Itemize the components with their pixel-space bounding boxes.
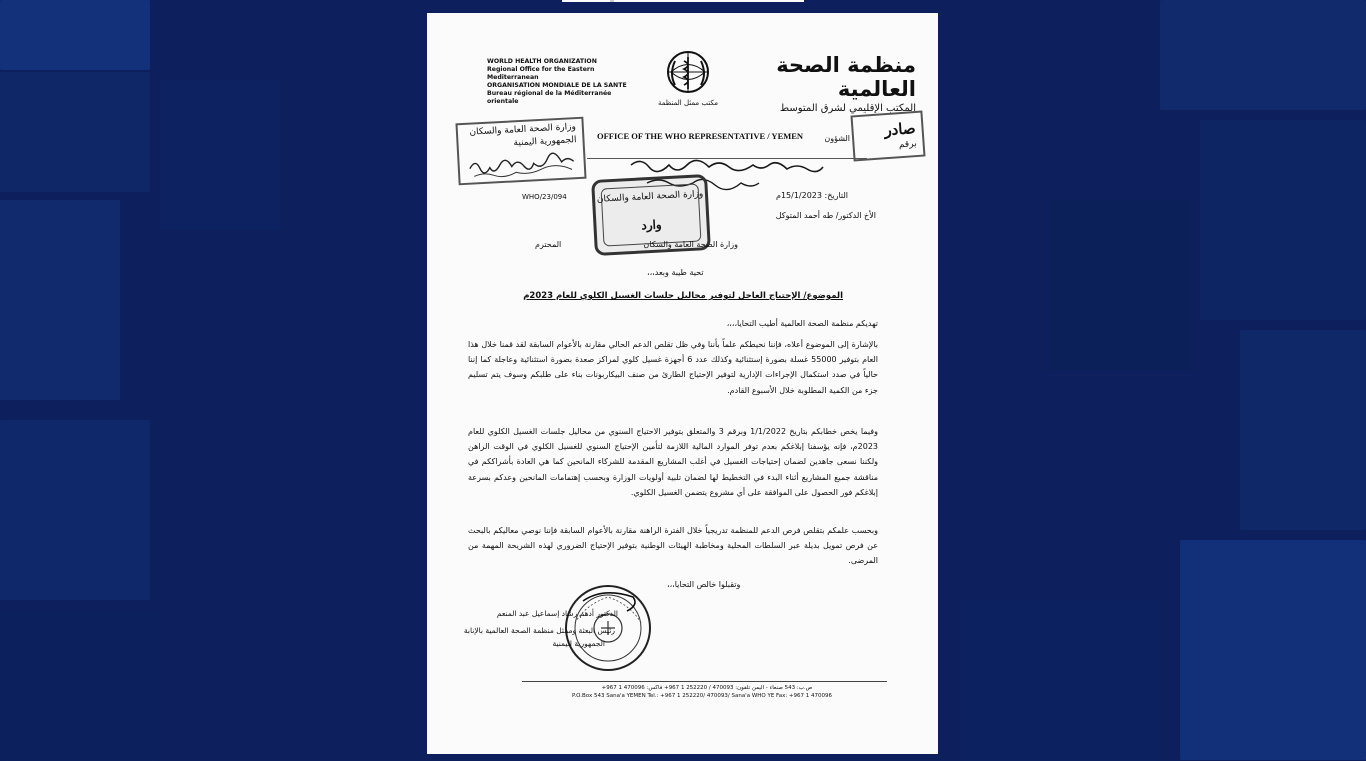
footer-divider [522, 681, 887, 682]
signatory-name: الدكتور أدهم رشاد إسماعيل عبد المنعم [496, 609, 618, 618]
stamp-text: برقم [898, 139, 917, 151]
background-tile [960, 600, 1160, 761]
stamp-text: وارد [641, 217, 663, 233]
logo-caption: مكتب ممثل المنظمة [657, 99, 719, 107]
who-emblem-icon [665, 49, 711, 95]
reference-number: WHO/23/094 [522, 193, 567, 201]
letterhead-arabic [726, 53, 916, 114]
stamp-text: وزارة الصحة العامة والسكان [469, 122, 577, 138]
background-tile [0, 610, 160, 761]
letter-date: التاريخ: 15/1/2023م [776, 191, 848, 200]
letterhead-en-line: Bureau régional de la Méditerranée orientale [487, 90, 612, 105]
honorific: المحترم [535, 240, 562, 249]
letterhead-en-line: Regional Office for the Eastern Mediterranean [487, 66, 595, 81]
background-tile [0, 72, 150, 192]
signatory-title: رئيس البعثة وممثل منظمة الصحة العالمية بالإنابة [463, 626, 615, 635]
body-paragraph: وبحسب علمكم بتقلص فرص الدعم للمنظمة تدريجياً خلال الفترة الراهنة مقارنة بالأعوام السابقة فإننا نوصي معاليكم بالبحث عن فرص تمويل بديلة عبر السلطات المحلية ومخاطبة الهيئات الوطنية بتوفير الإحتياج الضروري لهذه الشريحة المهمة من المرضى. [468, 526, 878, 566]
stamp-text: وزارة الصحة العامة والسكان [596, 189, 704, 205]
department-tag: الشؤون [824, 134, 850, 143]
background-tile [0, 0, 150, 70]
recipient-name: الأخ الدكتور/ طه أحمد المتوكل [775, 211, 876, 220]
background-tile [1050, 200, 1190, 370]
letterhead-ar-title: منظمة الصحة العالمية [776, 53, 916, 101]
closing-line: وتقبلوا خالص التحايا،،، [667, 580, 741, 589]
signatory-country: الجمهورية اليمنية [552, 639, 605, 648]
background-tile [1180, 540, 1366, 760]
letterhead-en-line: ORGANISATION MONDIALE DE LA SANTE [487, 82, 627, 89]
footer-address-english: P.O.Box 543 Sana'a YEMEN Tel.: +967 1 252220/ 470093/ Sana'a WHO YE Fax: +967 1 470096 [571, 693, 833, 699]
office-title: OFFICE OF THE WHO REPRESENTATIVE / YEMEN [597, 131, 804, 141]
background-tile [0, 200, 120, 400]
progress-bar-segment [562, 0, 610, 2]
recipient-ministry: وزارة الصحة العامة والسكان [643, 240, 738, 249]
body-paragraph: بالإشارة إلى الموضوع أعلاه، فإننا نحيطكم علماً بأننا وفي ظل تقلص الدعم الحالي مقارنة بالأعوام السابقة لقد قمنا خلال هذا العام بتوفير 55000 غسلة بصورة إستثنائية وكذلك عدد 6 أجهزة غسيل كلوي لمراكز صعدة بصورة استثنائية وعاجلة كما إننا حالياً في صدد استكمال الإجراءات الإدارية لتوفير الإحتياج الطارئ من صنف البيكاربونات بناء على طلبكم وسوف يتم تسليم جزء من الكمية المطلوبة خلال الأسبوع القادم. [468, 340, 878, 395]
background-tile [1240, 330, 1366, 530]
handwritten-numbers-icon [467, 149, 580, 181]
background-tile [160, 80, 280, 230]
outgoing-stamp [850, 111, 925, 162]
footer-address-arabic: ص.ب: 543 صنعاء - اليمن تلفون: 470093 / 252220 1 967+ فاكس: 470096 1 967+ [601, 685, 813, 691]
background-tile [1200, 120, 1366, 320]
letterhead-english [487, 58, 637, 106]
stamp-text: الجمهورية اليمنية [513, 135, 577, 149]
document-page [427, 13, 938, 754]
letterhead-en-line: WORLD HEALTH ORGANIZATION [487, 58, 597, 65]
stamp-text: صادر [883, 119, 917, 140]
letterhead-ar-subtitle: المكتب الإقليمي لشرق المتوسط [779, 103, 916, 114]
progress-bar-segment [614, 0, 804, 2]
greeting: تحية طيبة وبعد،،، [647, 268, 704, 277]
progress-bar [562, 0, 804, 2]
body-paragraph: وفيما يخص خطابكم بتاريخ 1/1/2022 وبرقم 3 والمتعلق بتوفير الاحتياج السنوي من محاليل جلسات الغسيل الكلوي للعام 2023م، فإنه يؤسفنا إبلاغكم بعدم توفر الموارد المالية اللازمة لتأمين الإحتياج السنوي للغسيل الكلوي في الوقت الراهن ولكننا نسعى جاهدين لضمان إحتياجات الغسيل في أغلب المشاريع المقدمة للشركاء المانحين كما هي العادة بأشراككم في مناقشة جميع المشاريع أثناء البدء في التخطيط لها لضمان تلبية أولويات الوزارة وبحسب إهتمامات المانحين وعدكم بسرعة إبلاغكم فور الحصول على الموافقة على أي مشروع يتضمن الغسيل الكلوي. [468, 427, 878, 497]
background-tile [0, 420, 150, 600]
ministry-stamp [455, 117, 586, 186]
background-tile [1160, 0, 1366, 110]
letter-subject: الموضوع/ الإحتياج العاجل لتوفير محاليل جلسات الغسيل الكلوي للعام 2023م [523, 291, 843, 301]
opening-line: تهديكم منظمة الصحة العالمية أطيب التحايا،،،، [726, 319, 878, 328]
